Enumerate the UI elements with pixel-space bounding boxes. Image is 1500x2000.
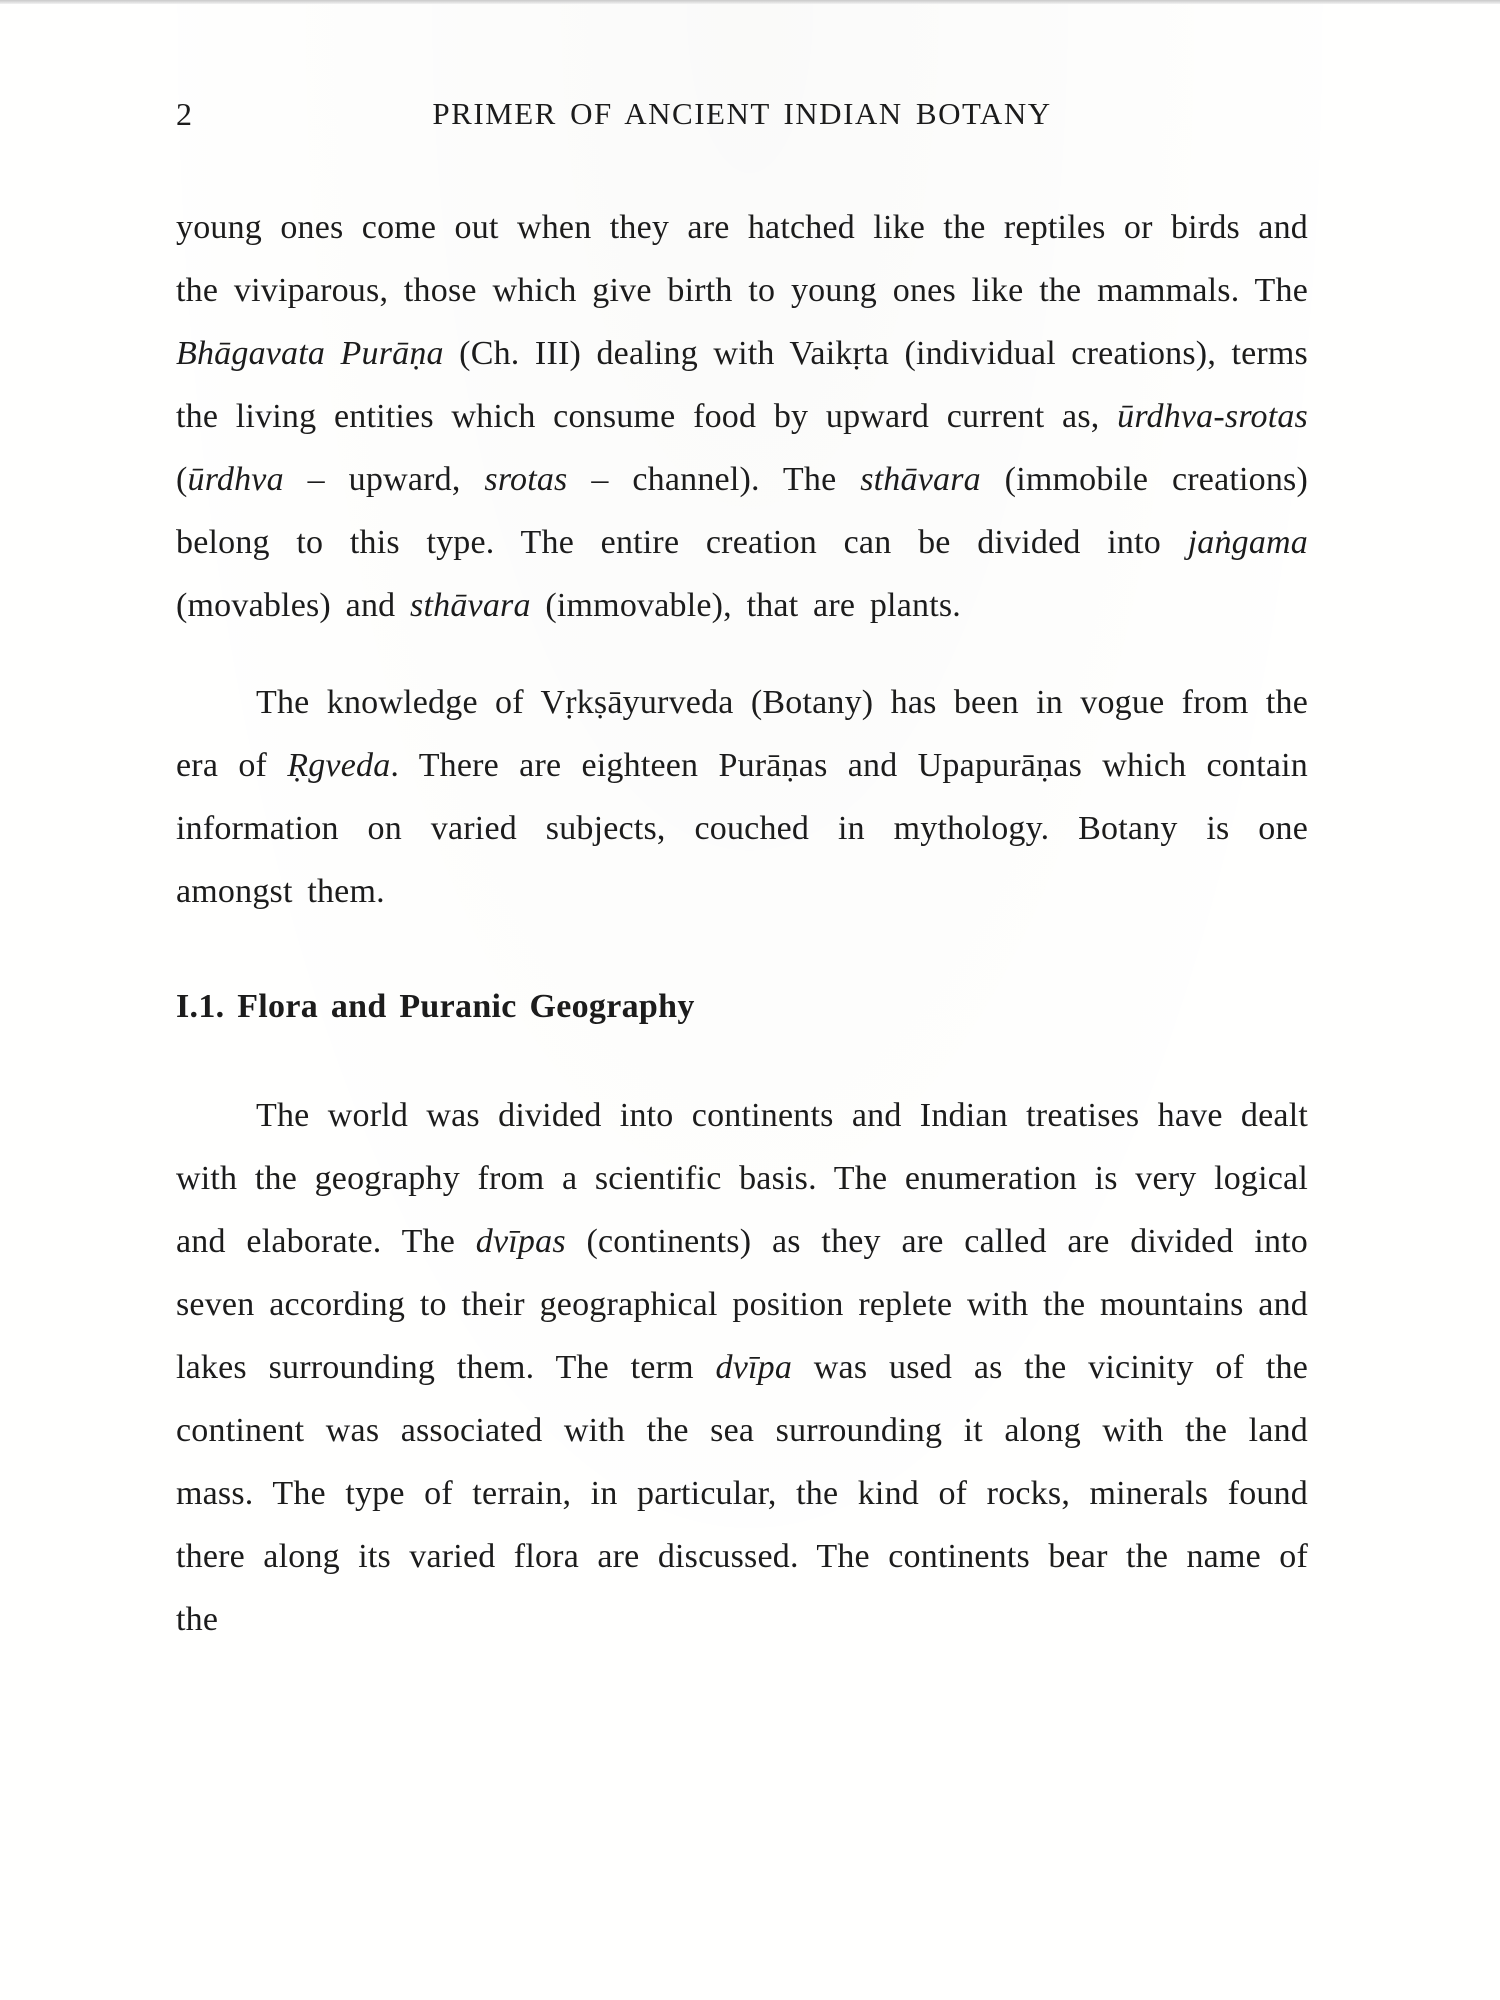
paragraph-puranic-geography: The world was divided into continents and Indian treatises have dealt with the geography from a scientific basis. The enumeration is very logical and elaborate. The dvīpas (continents) as they are called are divided into seven according to their geographical position replete with the mountains and lakes surrounding them. The term dvīpa was used as the vicinity of the continent was associated with the sea surrounding it along with the land mass. The type of terrain, in particular, the kind of rocks, minerals found there along its varied flora are discussed. The continents bear the name of the — [176, 1097, 1309, 1638]
page-body — [176, 196, 1308, 1651]
running-title: PRIMER OF ANCIENT INDIAN BOTANY — [432, 96, 1052, 131]
page-number: 2 — [176, 96, 193, 132]
section-heading: I.1. Flora and Puranic Geography — [176, 988, 695, 1025]
paragraph-vrksayurveda-knowledge: The knowledge of Vṛkṣāyurveda (Botany) has been in vogue from the era of Ṛgveda. There are eighteen Purāṇas and Upapurāṇas which contain information on varied subjects, couched in mythology. Botany is one amongst them. — [176, 684, 1308, 910]
paragraph-viviparous-creations: young ones come out when they are hatched like the reptiles or birds and the viviparous, those which give birth to young ones like the mammals. The Bhāgavata Purāṇa (Ch. III) dealing with Vaikṛta (individual creations), terms the living entities which consume food by upward current as, ūrdhva-srotas (ūrdhva – upward, srotas – channel). The sthāvara (immobile creations) belong to this type. The entire creation can be divided into jaṅgama (movables) and sthāvara (immovable), that are plants. — [176, 209, 1309, 624]
page-header — [176, 96, 1308, 140]
book-page — [0, 4, 1500, 2000]
